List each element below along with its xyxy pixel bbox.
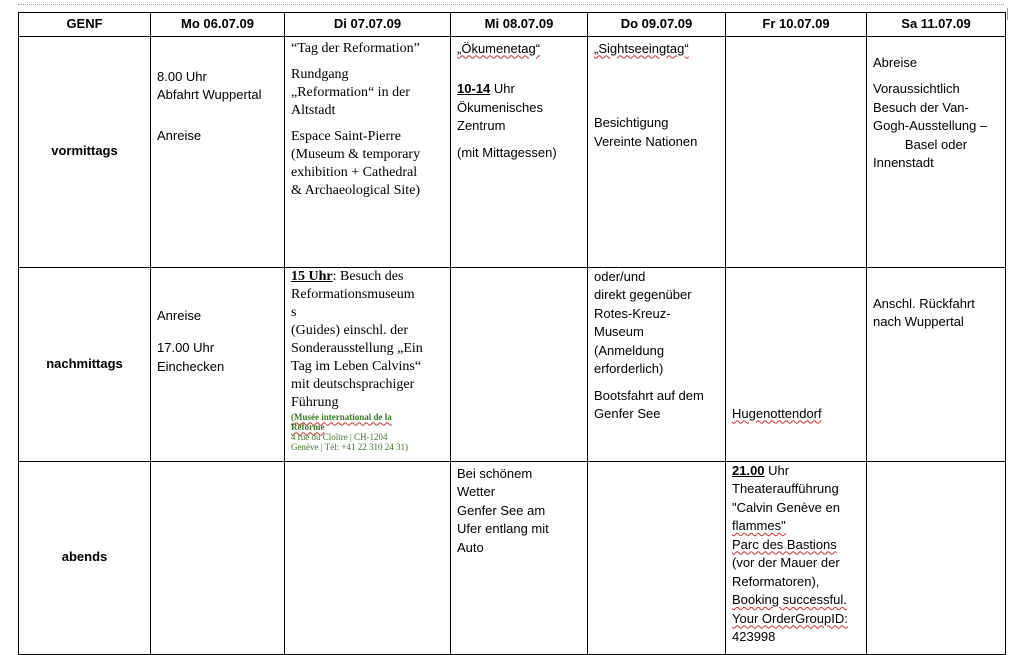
mo-nm-time: 17.00 Uhr [157,340,215,355]
di-nm-line-6: Tag im Leben Calvins“ [291,358,422,374]
sa-vm-line-6: Innenstadt [873,155,934,170]
cell-sa-vormittags [867,36,1006,267]
fr-ab-line-4: Parc des Bastions [732,536,837,552]
di-nm-museum [291,412,444,452]
di-nm-time: 15 Uhr [291,268,333,284]
row-vormittags [19,36,1006,267]
di-vm-place-4: & Archaeological Site) [291,182,421,198]
do-nm-line-8: Genfer See [594,406,661,421]
do-nm-line-3: Rotes-Kreuz- [594,305,671,321]
di-nm-museum-1: (Musée international de la [291,411,392,422]
cell-di-nachmittags [285,267,451,461]
cell-mo-nachmittags [151,267,285,461]
sa-vm-line-2: Voraussichtlich [873,81,960,96]
fr-ab-line-8: Your OrderGroupID: [732,610,848,626]
sa-nm-line-1: Anschl. Rückfahrt [873,295,975,311]
row-abends [19,461,1006,654]
mi-vm-place-1: Ökumenisches [457,99,543,115]
fr-ab-line-3: flammes" [732,518,786,533]
cell-fr-nachmittags [726,267,867,461]
row-label-nachmittags: nachmittags [19,267,151,461]
di-nm-line-8: Führung [291,394,339,410]
sa-vm-line-1: Abreise [873,54,918,70]
cell-mo-vormittags [151,36,285,267]
mi-vm-time: 10-14 [457,81,491,96]
cell-do-nachmittags [588,267,726,461]
header-city: GENF [19,13,151,37]
do-vm-title: „Sightseeingtag“ [594,40,689,56]
do-nm-line-4: Museum [594,324,644,339]
do-vm-line-2: Vereinte Nationen [594,133,698,149]
di-vm-tour-3: Altstadt [291,102,336,118]
di-vm-tour-1: Rundgang [291,66,349,82]
cell-di-vormittags [285,36,451,267]
di-nm-line-2: Reformationsmuseum [291,286,415,302]
sa-nm-line-2: nach Wuppertal [873,314,964,329]
mi-ab-line-1: Bei schönem [457,465,533,481]
sa-vm-line-3: Besuch der Van- [873,99,969,115]
cell-mi-abends [451,461,588,654]
di-nm-line-4: (Guides) einschl. der [291,322,409,338]
fr-ab-line-5: (vor der Mauer der [732,555,840,570]
di-vm-place-2: (Museum & temporary [291,146,421,162]
di-vm-place-3: exhibition + Cathedral [291,164,418,180]
mi-ab-line-4: Ufer entlang mit [457,521,549,536]
do-nm-line-6: erforderlich) [594,361,664,376]
fr-ab-line-7: Booking successful. [732,592,847,607]
header-row [19,13,1006,37]
row-nachmittags [19,267,1006,461]
mi-ab-line-3: Genfer See am [457,502,546,518]
cell-do-abends [588,461,726,654]
sa-vm-line-4: Gogh-Ausstellung – [873,118,988,133]
cell-sa-nachmittags [867,267,1006,461]
fr-ab-line-2: "Calvin Genève en [732,499,840,515]
mo-vm-depart: Abfahrt Wuppertal [157,87,262,102]
do-nm-line-2: direkt gegenüber [594,287,692,302]
mi-vm-title: „Ökumenetag“ [457,40,541,56]
cell-do-vormittags [588,36,726,267]
di-nm-addr-2: Genève | Tél: +41 22 310 24 31) [291,441,408,452]
di-vm-tour-2: „Reformation“ in der [291,84,410,100]
di-nm-line-3: s [291,304,297,320]
sa-vm-line-5: Basel oder [904,136,968,152]
mi-ab-line-5: Auto [457,539,484,555]
row-label-vormittags: vormittags [19,36,151,267]
mi-vm-place-2: Zentrum [457,118,506,133]
mi-ab-line-2: Wetter [457,484,496,499]
header-day-do: Do 09.07.09 [588,13,726,37]
fr-ab-line-9: 423998 [732,629,776,644]
fr-ab-time-unit: Uhr [764,462,790,478]
fr-ab-line-1: Theateraufführung [732,481,839,496]
di-nm-line-7: mit deutschsprachiger [291,376,415,392]
header-day-fr: Fr 10.07.09 [726,13,867,37]
mo-nm-arrival: Anreise [157,307,202,323]
row-label-abends: abends [19,461,151,654]
cell-mi-vormittags [451,36,588,267]
fr-ab-time: 21.00 [732,462,765,478]
cell-di-abends [285,461,451,654]
di-nm-line-5: Sonderausstellung „Ein [291,340,423,356]
di-nm-addr-1: 4 rue du Cloître | CH-1204 [291,431,388,442]
mi-vm-lunch: (mit Mittagessen) [457,144,557,160]
mo-vm-arrival: Anreise [157,127,202,143]
di-vm-place-1: Espace Saint-Pierre [291,128,402,144]
mo-nm-checkin: Einchecken [157,358,225,374]
fr-nm-line-1: Hugenottendorf [732,405,822,421]
di-nm-museum-2: Réforme [291,421,325,432]
cell-mo-abends [151,461,285,654]
header-day-mi: Mi 08.07.09 [451,13,588,37]
fr-ab-line-6: Reformatoren), [732,573,820,589]
do-nm-line-5: (Anmeldung [594,342,665,358]
schedule-table [18,12,1006,655]
cell-fr-vormittags [726,36,867,267]
mo-vm-time: 8.00 Uhr [157,68,207,84]
di-nm-line-1: : Besuch des [332,268,404,284]
cell-mi-nachmittags [451,267,588,461]
header-day-di: Di 07.07.09 [285,13,451,37]
di-vm-title: “Tag der Reformation” [291,40,420,56]
mi-vm-time-unit: Uhr [490,81,515,96]
cell-sa-abends [867,461,1006,654]
header-day-sa: Sa 11.07.09 [867,13,1006,37]
header-day-mo: Mo 06.07.09 [151,13,285,37]
page-top-border [18,4,1004,5]
do-nm-line-1: oder/und [594,268,646,284]
do-vm-line-1: Besichtigung [594,115,669,130]
do-nm-line-7: Bootsfahrt auf dem [594,387,704,403]
cell-fr-abends [726,461,867,654]
